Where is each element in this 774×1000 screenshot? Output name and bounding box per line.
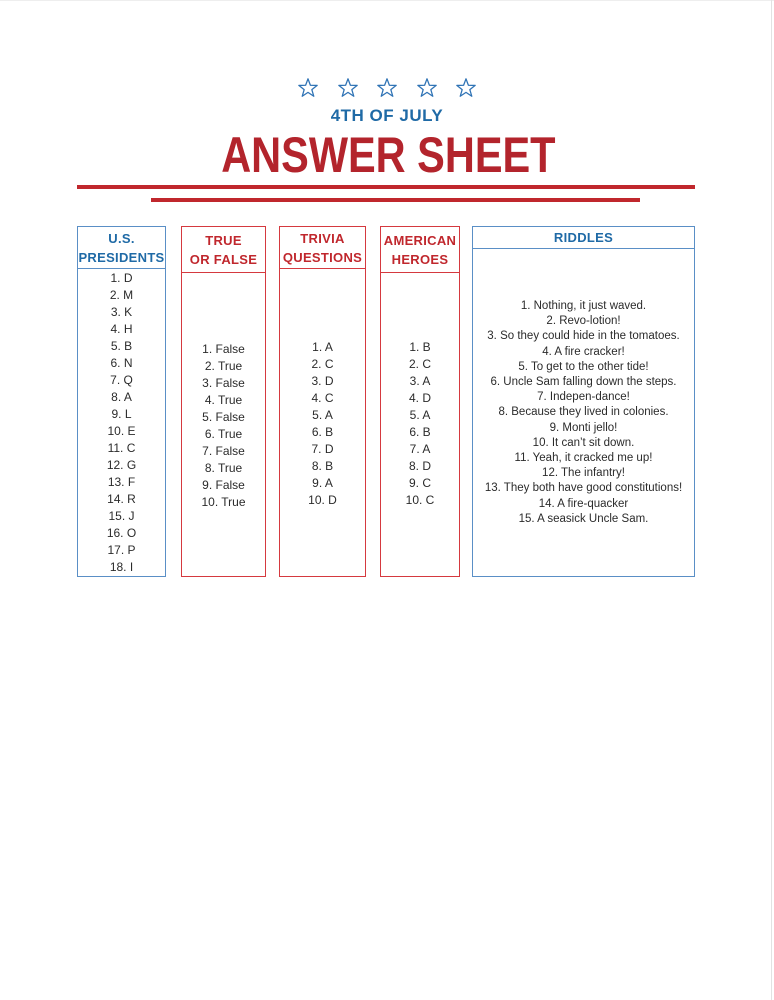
answer-item: 3. A — [409, 374, 431, 388]
answer-item: 1. Nothing, it just waved. — [520, 300, 647, 312]
answer-item: 10. C — [405, 493, 435, 507]
answer-item: 6. B — [311, 425, 334, 439]
answer-item: 10. D — [308, 493, 337, 507]
answer-item: 16. O — [106, 526, 137, 540]
answer-item: 4. A fire cracker! — [542, 345, 625, 358]
column-true-or-false — [181, 226, 266, 577]
answer-item: 12. G — [106, 458, 137, 472]
column-header-line: OR FALSE — [189, 251, 258, 267]
answer-item: 4. True — [204, 393, 243, 407]
column-header-line: TRUE — [205, 232, 242, 248]
column-header — [280, 227, 365, 269]
star-icon — [297, 77, 319, 99]
answer-item: 5. To get to the other tide! — [518, 360, 649, 373]
column-us-presidents — [77, 226, 166, 577]
answer-item: 18. I — [109, 560, 134, 574]
star-icon — [455, 77, 477, 99]
column-american-heroes — [380, 226, 460, 577]
answer-item: 12. The infantry! — [542, 467, 625, 480]
column-header-line: PRESIDENTS — [78, 249, 165, 265]
stars-row — [297, 77, 477, 99]
column-header — [381, 227, 459, 273]
star-icon — [376, 77, 398, 99]
subtitle: 4TH OF JULY — [330, 106, 444, 125]
answer-item: 3. D — [311, 374, 334, 388]
page-right-edge — [771, 0, 772, 1000]
page-title: ANSWER SHEET — [221, 127, 556, 183]
answer-item: 8. True — [204, 461, 243, 475]
answer-item: 9. Monti jello! — [549, 421, 618, 434]
answer-item: 5. False — [202, 410, 245, 424]
answer-item: 2. C — [311, 357, 334, 371]
column-header — [473, 227, 694, 249]
answer-list — [280, 269, 365, 509]
column-header-line: U.S. — [108, 230, 135, 246]
answer-item: 1. B — [409, 340, 431, 354]
answer-item: 2. True — [204, 359, 243, 373]
answer-list — [381, 273, 459, 509]
answer-item: 10. E — [107, 424, 136, 438]
answer-item: 5. B — [110, 339, 133, 353]
answer-item: 8. Because they lived in colonies. — [498, 406, 669, 419]
answer-item: 8. D — [408, 459, 431, 473]
answer-item: 2. C — [408, 357, 431, 371]
answer-item: 3. So they could hide in the tomatoes. — [487, 330, 680, 343]
answer-item: 6. True — [204, 427, 243, 441]
answer-item: 2. M — [109, 288, 134, 302]
column-header — [182, 227, 265, 273]
answer-item: 5. A — [409, 408, 431, 422]
divider-bottom — [151, 198, 640, 202]
answer-item: 7. Q — [110, 373, 133, 387]
answer-item: 15. J — [108, 509, 135, 523]
answer-item: 2. Revo-lotion! — [546, 315, 621, 328]
answer-item: 1. A — [312, 340, 333, 354]
answer-item: 1. False — [202, 342, 245, 356]
answer-item: 6. B — [409, 425, 431, 439]
answer-item: 10. It can’t sit down. — [532, 436, 635, 449]
answer-item: 7. Indepen-dance! — [537, 391, 630, 404]
answer-item: 9. C — [408, 476, 431, 490]
answer-item: 17. P — [107, 543, 136, 557]
answer-item: 7. D — [311, 442, 334, 456]
answer-item: 6. N — [110, 356, 133, 370]
answer-item: 7. A — [409, 442, 431, 456]
divider-top — [77, 185, 695, 189]
answer-item: 3. False — [202, 376, 245, 390]
star-icon — [416, 77, 438, 99]
answer-item: 9. A — [312, 476, 333, 490]
page-top-edge — [0, 0, 774, 1]
answer-list — [78, 269, 165, 576]
column-riddles — [472, 226, 695, 577]
answer-item: 13. They both have good constitutions! — [484, 482, 683, 495]
answer-item: 10. True — [201, 495, 246, 509]
column-header-line: RIDDLES — [553, 230, 614, 245]
column-header-line: HEROES — [391, 251, 449, 267]
answer-item: 11. C — [107, 441, 136, 455]
star-icon — [337, 77, 359, 99]
answer-item: 14. A fire-quacker — [538, 497, 629, 510]
answer-item: 13. F — [107, 475, 136, 489]
answer-item: 15. A seasick Uncle Sam. — [518, 512, 649, 525]
answer-item: 8. B — [311, 459, 334, 473]
answer-item: 5. A — [312, 408, 333, 422]
column-trivia-questions — [279, 226, 366, 577]
answer-item: 4. H — [110, 322, 133, 336]
answer-item: 11. Yeah, it cracked me up! — [514, 452, 653, 465]
column-header — [78, 227, 165, 269]
answer-list — [473, 249, 694, 527]
column-header-line: TRIVIA — [300, 230, 345, 246]
answer-item: 9. L — [111, 407, 132, 421]
answer-item: 8. A — [111, 390, 132, 404]
answer-item: 14. R — [107, 492, 136, 506]
answer-list — [182, 273, 265, 511]
answer-item: 1. D — [110, 271, 133, 285]
answer-item: 3. K — [110, 305, 133, 319]
column-header-line: QUESTIONS — [282, 249, 363, 265]
column-header-line: AMERICAN — [383, 232, 457, 248]
answer-item: 6. Uncle Sam falling down the steps. — [490, 376, 677, 389]
answer-item: 4. D — [408, 391, 431, 405]
answer-item: 9. False — [202, 478, 245, 492]
answer-item: 4. C — [311, 391, 334, 405]
answer-item: 7. False — [202, 444, 245, 458]
